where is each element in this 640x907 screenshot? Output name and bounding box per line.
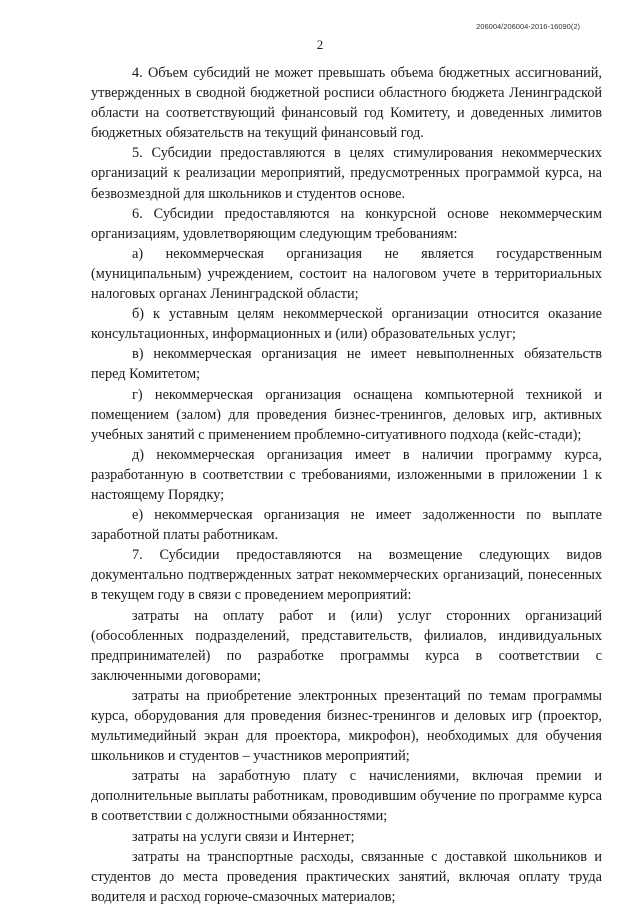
- paragraph-item-4-budget-limit: 4. Объем субсидий не может превышать объема бюджетных ассигнований, утвержденных в сводной бюджетной росписи областного бюджета Ленинградской области на соответствующий финансовый год Комитету, и доведенных лимитов бюджетных обязательств на текущий финансовый год.: [91, 65, 602, 142]
- cost-item-presentations-equipment: затраты на приобретение электронных презентаций по темам программы курса, оборудования для проведения бизнес-тренингов и деловых игр (проектор, мультимедийный экран для проектора, микрофон), необходимых для обучения школьников и студентов – участников мероприятий;: [91, 687, 602, 765]
- requirement-d: д) некоммерческая организация имеет в наличии программу курса, разработанную в соответствии с требованиями, изложенными в приложении 1 к настоящему Порядку;: [91, 446, 602, 503]
- page-number: 2: [316, 37, 324, 52]
- paragraph-item-7-costs: 7. Субсидии предоставляются на возмещение следующих видов документально подтвержденных затрат некоммерческих организаций, понесенных в текущем году в связи с проведением мероприятий:: [91, 547, 602, 604]
- cost-item-salary: затраты на заработную плату с начислениями, включая премии и дополнительные выплаты работникам, проводившим обучение по программе курса в соответствии с должностными обязанностями;: [91, 768, 602, 825]
- requirement-v: в) некоммерческая организация не имеет невыполненных обязательств перед Комитетом;: [91, 346, 602, 383]
- requirement-g: г) некоммерческая организация оснащена компьютерной техникой и помещением (залом) для проведения бизнес-тренингов, деловых игр, активных учебных занятий с применением проблемно-ситуативного подхода (кейс-стади);: [91, 386, 602, 443]
- requirement-a: а) некоммерческая организация не является государственным (муниципальным) учреждением, состоит на налоговом учете в территориальных налоговых органах Ленинградской области;: [91, 245, 602, 303]
- document-body: [91, 63, 602, 907]
- requirement-e: е) некоммерческая организация не имеет задолженности по выплате заработной платы работникам.: [91, 507, 602, 544]
- cost-item-program-development: затраты на оплату работ и (или) услуг сторонних организаций (обособленных подразделений, представительств, филиалов, индивидуальных предпринимателей) по разработке программы курса в соответствии с заключенными договорами;: [91, 607, 602, 684]
- paragraph-item-5-purpose: 5. Субсидии предоставляются в целях стимулирования некоммерческих организаций к реализации мероприятий, предусмотренных программой курса, на безвозмездной для школьников и студентов основе.: [91, 145, 602, 202]
- paragraph-item-6-requirements: 6. Субсидии предоставляются на конкурсной основе некоммерческим организациям, удовлетворяющим следующим требованиям:: [91, 205, 602, 242]
- cost-item-communications: затраты на услуги связи и Интернет;: [132, 828, 355, 845]
- cost-item-transport: затраты на транспортные расходы, связанные с доставкой школьников и студентов до места проведения практических занятий, включая оплату труда водителя и расход горюче-смазочных материалов;: [91, 848, 602, 905]
- document-id: 206004/206004-2016-16090(2): [476, 22, 580, 31]
- requirement-b: б) к уставным целям некоммерческой организации относится оказание консультационных, информационных и (или) образовательных услуг;: [91, 306, 602, 343]
